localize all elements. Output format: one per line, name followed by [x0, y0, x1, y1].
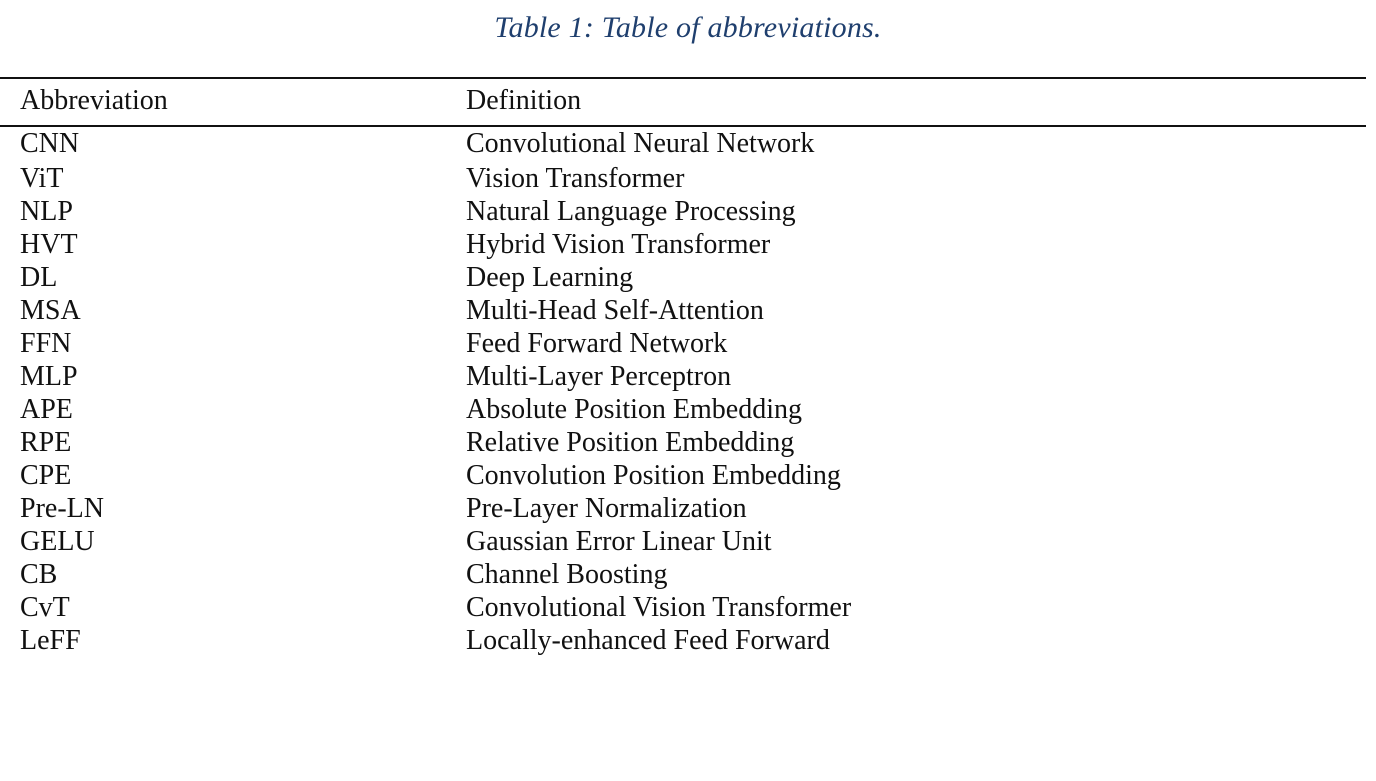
table-row — [0, 624, 1366, 657]
abbreviation-cell: Pre-LN — [20, 493, 104, 524]
table-row — [0, 492, 1366, 525]
table-row — [0, 327, 1366, 360]
abbreviation-cell: CB — [20, 559, 58, 590]
abbreviations-table — [0, 77, 1366, 657]
abbreviation-cell: CNN — [20, 128, 80, 159]
table-row — [0, 294, 1366, 327]
abbreviation-cell: FFN — [20, 328, 72, 359]
definition-cell: Multi-Head Self-Attention — [466, 295, 764, 326]
abbreviation-cell: CvT — [20, 592, 70, 623]
abbreviation-cell: MSA — [20, 295, 81, 326]
table-row — [0, 591, 1366, 624]
definition-cell: Locally-enhanced Feed Forward — [466, 625, 830, 656]
table-row — [0, 228, 1366, 261]
abbreviation-cell: ViT — [20, 163, 64, 194]
table-row — [0, 426, 1366, 459]
definition-cell: Absolute Position Embedding — [466, 394, 802, 425]
table-row — [0, 127, 1366, 162]
definition-cell: Pre-Layer Normalization — [466, 493, 747, 524]
definition-cell: Vision Transformer — [466, 163, 685, 194]
abbreviation-cell: RPE — [20, 427, 72, 458]
definition-cell: Relative Position Embedding — [466, 427, 795, 458]
definition-cell: Channel Boosting — [466, 559, 668, 590]
table-row — [0, 393, 1366, 426]
table-row — [0, 558, 1366, 591]
table-caption: Table 1: Table of abbreviations. — [494, 11, 882, 44]
definition-cell: Convolution Position Embedding — [466, 460, 841, 491]
table-body — [0, 127, 1366, 657]
definition-cell: Multi-Layer Perceptron — [466, 361, 732, 392]
definition-cell: Feed Forward Network — [466, 328, 728, 359]
definition-cell: Natural Language Processing — [466, 196, 796, 227]
header-definition: Definition — [466, 85, 582, 116]
abbreviation-cell: DL — [20, 262, 58, 293]
table-row — [0, 525, 1366, 558]
abbreviation-cell: APE — [20, 394, 73, 425]
table-row — [0, 459, 1366, 492]
abbreviation-cell: HVT — [20, 229, 78, 260]
table-row — [0, 360, 1366, 393]
table-row — [0, 261, 1366, 294]
abbreviation-cell: CPE — [20, 460, 72, 491]
table-row — [0, 162, 1366, 195]
definition-cell: Deep Learning — [466, 262, 634, 293]
abbreviation-cell: LeFF — [20, 625, 81, 656]
definition-cell: Hybrid Vision Transformer — [466, 229, 771, 260]
definition-cell: Convolutional Neural Network — [466, 128, 815, 159]
header-abbreviation: Abbreviation — [20, 85, 168, 116]
definition-cell: Gaussian Error Linear Unit — [466, 526, 772, 557]
abbreviation-cell: GELU — [20, 526, 95, 557]
abbreviation-cell: NLP — [20, 196, 73, 227]
definition-cell: Convolutional Vision Transformer — [466, 592, 852, 623]
table-header-row — [0, 79, 1366, 125]
table-row — [0, 195, 1366, 228]
abbreviation-cell: MLP — [20, 361, 78, 392]
